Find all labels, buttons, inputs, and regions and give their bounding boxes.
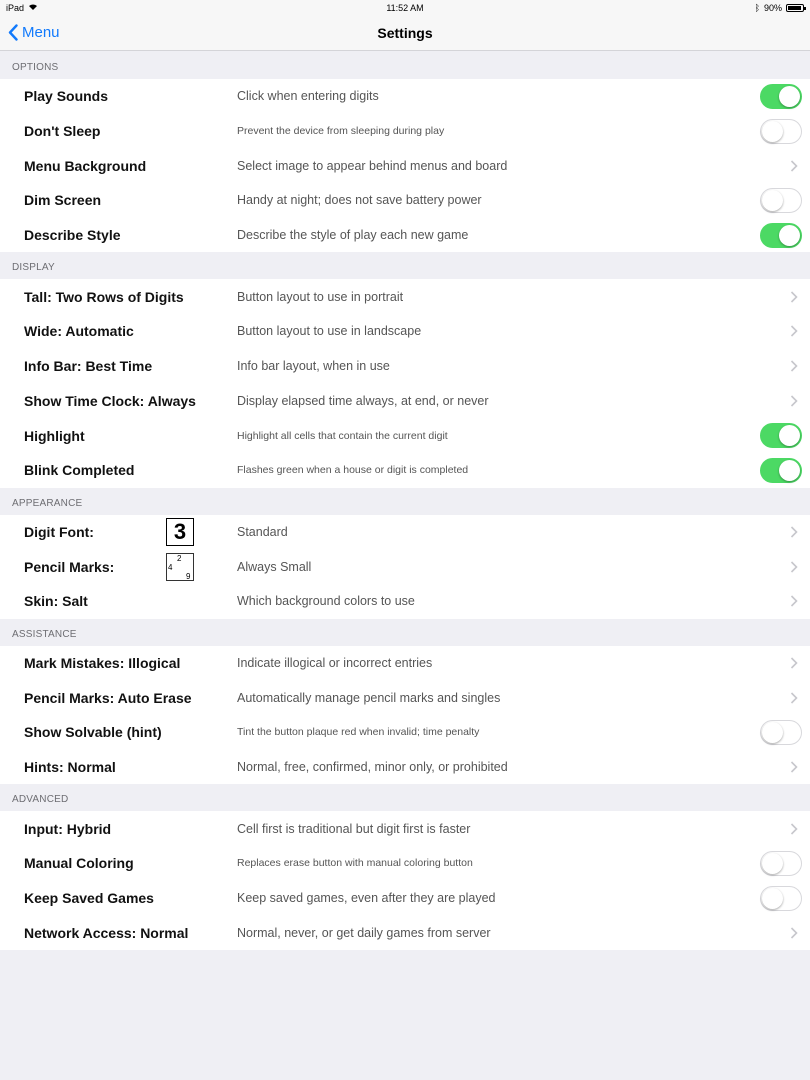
device-label: iPad (6, 3, 25, 13)
setting-title: Mark Mistakes: Illogical (24, 654, 181, 671)
chevron-right-icon (790, 823, 798, 835)
setting-title: Show Time Clock: Always (24, 392, 196, 409)
setting-description: Replaces erase button with manual coloring button (237, 857, 473, 870)
toggle-switch[interactable] (760, 119, 802, 144)
status-bar (0, 0, 810, 16)
setting-title: Highlight (24, 427, 85, 444)
toggle-knob (779, 425, 800, 446)
toggle-knob (762, 722, 783, 743)
chevron-right-icon (790, 360, 798, 372)
toggle-knob (779, 460, 800, 481)
setting-description: Button layout to use in portrait (237, 289, 404, 304)
chevron-right-icon (790, 657, 798, 669)
setting-title: Keep Saved Games (24, 890, 154, 907)
chevron-right-icon (790, 325, 798, 337)
setting-description: Select image to appear behind menus and board (237, 158, 508, 173)
setting-title: Play Sounds (24, 88, 109, 105)
chevron-right-icon (790, 395, 798, 407)
chevron-right-icon (790, 160, 798, 172)
setting-row-blink-completed (0, 453, 810, 488)
setting-row-highlight (0, 418, 810, 453)
setting-title: Network Access: Normal (24, 924, 189, 941)
chevron-right-icon (790, 291, 798, 303)
setting-row-skin-salt[interactable] (0, 584, 810, 619)
chevron-right-icon (790, 927, 798, 939)
setting-row-describe-style (0, 218, 810, 253)
pencil-marks-preview (166, 553, 194, 581)
pencil-mark: 2 (177, 553, 182, 563)
toggle-knob (779, 86, 800, 107)
page-title: Settings (377, 25, 433, 41)
setting-title: Blink Completed (24, 462, 135, 479)
setting-description: Tint the button plaque red when invalid; time penalty (237, 726, 480, 739)
setting-row-digit-font[interactable] (0, 515, 810, 550)
setting-title: Describe Style (24, 227, 121, 244)
setting-title: Wide: Automatic (24, 323, 134, 340)
toggle-knob (762, 888, 783, 909)
setting-row-info-bar-best-time[interactable] (0, 349, 810, 384)
toggle-knob (762, 853, 783, 874)
section-assistance (0, 646, 810, 785)
setting-title: Info Bar: Best Time (24, 358, 153, 375)
chevron-right-icon (790, 526, 798, 538)
setting-title: Digit Font: (24, 523, 94, 540)
section-options (0, 79, 810, 252)
chevron-right-icon (790, 692, 798, 704)
setting-title: Dim Screen (24, 192, 102, 209)
setting-description: Display elapsed time always, at end, or never (237, 393, 489, 408)
settings-list (0, 52, 810, 950)
setting-description: Normal, free, confirmed, minor only, or prohibited (237, 760, 508, 775)
toggle-switch[interactable] (760, 423, 802, 448)
setting-row-menu-background[interactable] (0, 148, 810, 183)
setting-title: Pencil Marks: Auto Erase (24, 689, 192, 706)
setting-description: Prevent the device from sleeping during play (237, 125, 445, 138)
digit-font-preview: 3 (166, 518, 194, 546)
toggle-switch[interactable] (760, 720, 802, 745)
section-advanced (0, 811, 810, 950)
section-header-display: DISPLAY (12, 262, 55, 274)
setting-description: Handy at night; does not save battery power (237, 193, 482, 208)
battery-icon (786, 4, 804, 12)
setting-row-keep-saved-games (0, 881, 810, 916)
bluetooth-icon: ᛒ (754, 3, 760, 13)
setting-description: Flashes green when a house or digit is completed (237, 464, 469, 477)
setting-row-mark-mistakes-illogical[interactable] (0, 646, 810, 681)
setting-title: Don't Sleep (24, 123, 101, 140)
toggle-knob (779, 225, 800, 246)
setting-description: Highlight all cells that contain the current digit (237, 429, 448, 442)
setting-row-don-t-sleep (0, 114, 810, 149)
setting-description: Always Small (237, 559, 312, 574)
setting-description: Cell first is traditional but digit first is faster (237, 821, 471, 836)
back-label: Menu (22, 24, 60, 41)
toggle-switch[interactable] (760, 223, 802, 248)
setting-row-tall-two-rows-of-digits[interactable] (0, 279, 810, 314)
setting-title: Show Solvable (hint) (24, 724, 162, 741)
setting-row-input-hybrid[interactable] (0, 811, 810, 846)
section-header-advanced: ADVANCED (12, 794, 69, 806)
setting-title: Menu Background (24, 157, 147, 174)
section-header-appearance: APPEARANCE (12, 497, 83, 509)
setting-title: Hints: Normal (24, 759, 116, 776)
setting-row-show-time-clock-always[interactable] (0, 384, 810, 419)
toggle-switch[interactable] (760, 458, 802, 483)
setting-row-hints-normal[interactable] (0, 750, 810, 785)
setting-row-dim-screen (0, 183, 810, 218)
setting-description: Click when entering digits (237, 89, 379, 104)
setting-title: Pencil Marks: (24, 558, 115, 575)
setting-row-pencil-marks-auto-erase[interactable] (0, 680, 810, 715)
setting-row-wide-automatic[interactable] (0, 314, 810, 349)
section-display (0, 279, 810, 487)
setting-description: Which background colors to use (237, 594, 415, 609)
toggle-switch[interactable] (760, 851, 802, 876)
setting-description: Info bar layout, when in use (237, 359, 390, 374)
setting-title: Tall: Two Rows of Digits (24, 288, 184, 305)
setting-description: Automatically manage pencil marks and singles (237, 690, 501, 705)
battery-percent: 90% (763, 3, 782, 13)
setting-description: Indicate illogical or incorrect entries (237, 655, 433, 670)
setting-description: Describe the style of play each new game (237, 228, 469, 243)
toggle-switch[interactable] (760, 188, 802, 213)
section-header-assistance: ASSISTANCE (12, 628, 77, 640)
setting-description: Standard (237, 524, 288, 539)
pencil-mark: 9 (186, 571, 191, 581)
pencil-mark: 4 (168, 562, 173, 572)
setting-row-pencil-marks[interactable] (0, 549, 810, 584)
chevron-right-icon (790, 595, 798, 607)
status-time: 11:52 AM (386, 3, 424, 13)
setting-row-manual-coloring (0, 846, 810, 881)
setting-title: Input: Hybrid (24, 820, 112, 837)
toggle-switch[interactable] (760, 84, 802, 109)
setting-row-network-access-normal[interactable] (0, 915, 810, 950)
setting-row-play-sounds (0, 79, 810, 114)
setting-title: Skin: Salt (24, 593, 88, 610)
nav-bar (0, 16, 810, 51)
section-appearance (0, 515, 810, 619)
toggle-knob (762, 121, 783, 142)
toggle-knob (762, 190, 783, 211)
setting-row-show-solvable-hint (0, 715, 810, 750)
section-header-options: OPTIONS (12, 62, 59, 73)
setting-description: Keep saved games, even after they are played (237, 891, 496, 906)
setting-title: Manual Coloring (24, 855, 134, 872)
setting-description: Normal, never, or get daily games from server (237, 925, 491, 940)
setting-description: Button layout to use in landscape (237, 324, 422, 339)
toggle-switch[interactable] (760, 886, 802, 911)
chevron-right-icon (790, 761, 798, 773)
chevron-right-icon (790, 561, 798, 573)
